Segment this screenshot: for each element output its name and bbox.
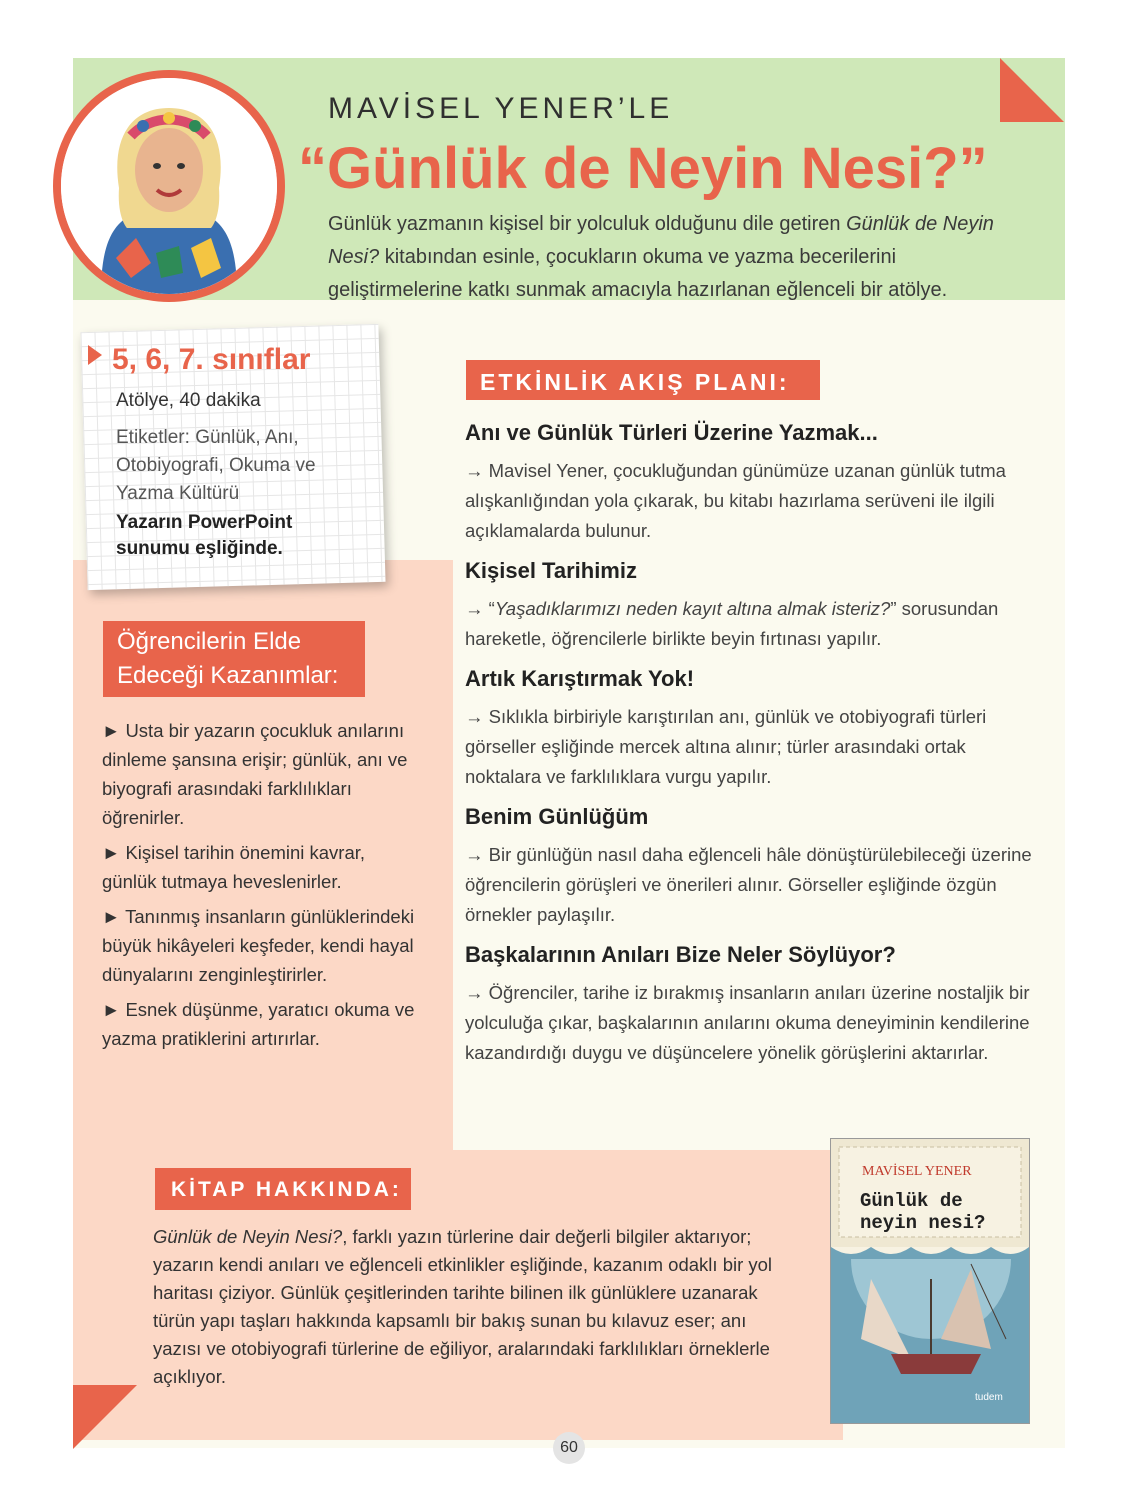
book-cover-title: Günlük de neyin nesi?: [860, 1190, 986, 1234]
step-title: Artık Karıştırmak Yok!: [465, 666, 695, 691]
corner-decoration-top-right: [1000, 58, 1064, 122]
page-title: “Günlük de Neyin Nesi?”: [298, 136, 988, 201]
step-title: Kişisel Tarihimiz: [465, 558, 637, 583]
book-description: [153, 1223, 793, 1391]
intro-text-pre: Günlük yazmanın kişisel bir yolculuk olduğunu dile getiren: [328, 213, 847, 235]
book-cover-author: MAVİSEL YENER: [862, 1164, 972, 1179]
step-title: Anı ve Günlük Türleri Üzerine Yazmak...: [465, 420, 878, 445]
book-description-text: , farklı yazın türlerine dair değerli bilgiler aktarıyor; yazarın kendi anıları ve eğlenceli etkinlikler eşliğinde, kazanım odaklı bir yol haritası çiziyor. Günlük çeşitlerinden tarihte bilinen ilk günlüklere uzanarak türün yapı taşları hakkında kapsamlı bir bakış sunan bu kılavuz eser; anı yazısı ve otobiyografi türlerine de eğiliyor, aralarındaki farklılıkları örneklerle açıklıyor.: [153, 1226, 773, 1387]
tags-text: Etiketler: Günlük, Anı, Otobiyografi, Okuma ve Yazma Kültürü: [116, 427, 316, 504]
plan-heading: ETKİNLİK AKIŞ PLANI:: [466, 360, 820, 400]
list-item: ► Tanınmış insanların günlüklerindeki büyük hikâyeleri keşfeder, kendi hayal dünyalarını zenginleştirirler.: [102, 906, 415, 985]
book-title-italic: Günlük de Neyin Nesi?: [153, 1226, 343, 1247]
step-text: → Bir günlüğün nasıl daha eğlenceli hâle dönüştürülebileceği üzerine öğrencilerin görüşleri ve önerileri alınır. Görseller eşliğinde özgün örnekler paylaşılır.: [465, 844, 1032, 925]
gains-heading: Öğrencilerin Elde Edeceği Kazanımlar:: [103, 621, 365, 697]
book-cover-publisher: tudem: [975, 1392, 1003, 1403]
duration-text: Atölye, 40 dakika: [116, 390, 261, 411]
intro-paragraph: [328, 208, 1028, 307]
grade-label: [88, 343, 310, 377]
presentation-note: Yazarın PowerPoint sunumu eşliğinde.: [116, 512, 293, 559]
intro-book-title: Günlük de Neyin Nesi?: [328, 213, 994, 268]
step-text: → Öğrenciler, tarihe iz bırakmış insanların anıları üzerine nostaljik bir yolculuğa çıkar, başkalarının anılarını okuma deneyiminin kendilerine kazandırdığı duygu ve düşüncelere yönelik görüşlerini aktarırlar.: [465, 982, 1030, 1063]
intro-text-post: kitabından esinle, çocukların okuma ve yazma becerilerini geliştirmelerine katkı sunmak amacıyla hazırlanan eğlenceli bir atölye.: [328, 246, 948, 301]
list-item: ► Esnek düşünme, yaratıcı okuma ve yazma pratiklerini artırırlar.: [102, 999, 415, 1049]
step-text-post: ” sorusundan hareketle, öğrencilerle birlikte beyin fırtınası yapılır.: [465, 598, 999, 649]
step-text-pre: → “: [465, 598, 495, 619]
step-text: → Mavisel Yener, çocukluğundan günümüze uzanan günlük tutma alışkanlığından yola çıkarak, bu kitabı hazırlama serüveni ile ilgili açıklamalarda bulunur.: [465, 460, 1006, 541]
plan-steps: [465, 420, 1035, 1080]
author-portrait-image: [61, 78, 277, 294]
book-heading: KİTAP HAKKINDA:: [155, 1168, 411, 1210]
author-portrait: [53, 70, 285, 302]
book-cover-illustration: [831, 1139, 1029, 1423]
grade-text: 5, 6, 7. sınıflar: [112, 343, 311, 376]
list-item: ► Usta bir yazarın çocukluk anılarını dinleme şansına erişir; günlük, anı ve biyografi arasındaki farklılıkları öğrenirler.: [102, 720, 408, 828]
list-item: ► Kişisel tarihin önemini kavrar, günlük tutmaya heveslenirler.: [102, 842, 366, 892]
play-arrow-icon: [88, 345, 102, 365]
step-title: Benim Günlüğüm: [465, 804, 649, 829]
step-text: → Sıklıkla birbiriyle karıştırılan anı, günlük ve otobiyografi türleri görseller eşliğinde mercek altına alınır; türler arasındaki ortak noktalara ve farklılıklara vurgu yapılır.: [465, 706, 987, 787]
gains-list: [102, 716, 420, 1059]
book-cover: [830, 1138, 1030, 1424]
step-text: [465, 594, 1035, 654]
corner-decoration-bottom-left: [73, 1385, 137, 1449]
page-number: 60: [553, 1432, 585, 1464]
step-question: Yaşadıklarımızı neden kayıt altına almak isteriz?: [494, 598, 891, 619]
header-kicker: MAVİSEL YENER’LE: [328, 92, 674, 125]
step-title: Başkalarının Anıları Bize Neler Söylüyor?: [465, 942, 896, 967]
